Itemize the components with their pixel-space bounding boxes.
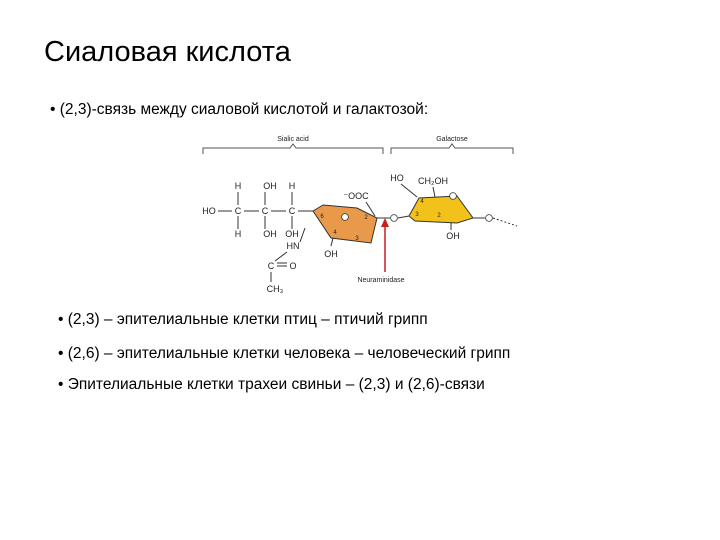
atom-h-top-2: H [288,181,296,191]
neuraminidase-label: Neuraminidase [357,277,405,284]
glycosidic-oxygen [391,215,398,222]
atom-ch3: CH₃ [266,284,284,294]
atom-h-bottom: H [234,229,242,239]
sialic-acid-ring [313,205,377,243]
slide-title: Сиаловая кислота [44,36,291,68]
atom-oh-mid: OH [263,229,277,239]
galactose-number-3: 3 [415,212,419,218]
atom-ho-galactose: HO [390,173,404,183]
galactose-bracket [391,144,513,154]
atom-oh-top: OH [263,181,277,191]
atom-c-3: C [288,206,296,216]
sialic-galactose-diagram [195,130,525,300]
terminal-oxygen [486,215,493,222]
sialic-acid-label: Sialic acid [277,136,309,143]
atom-c-amide: C [267,261,275,271]
sialic-bracket [203,144,383,154]
atom-c-2: C [261,206,269,216]
ring-oxygen-sialic [342,214,349,221]
atom-oh-galactose: OH [446,231,460,241]
carbon-number-4: 4 [333,230,337,236]
chain-continuation [493,218,517,226]
atom-hn: HN [286,241,300,251]
galactose-number-4: 4 [420,199,424,205]
atom-h-top-1: H [234,181,242,191]
bullet-avian: • (2,3) – эпителиальные клетки птиц – птичий грипп [58,311,428,328]
bullet-swine: • Эпителиальные клетки трахеи свиньи – (2,3) и (2,6)-связи [58,376,485,393]
carboxylate-label: ⁻OOC [343,191,369,201]
galactose-number-2: 2 [437,213,441,219]
atom-ch2oh: CH₂OH [418,176,448,186]
carbon-number-3: 3 [355,236,359,242]
atom-c-1: C [234,206,242,216]
atom-oh-right: OH [285,229,299,239]
galactose-ring [409,196,473,223]
intro-bullet: • (2,3)-связь между сиаловой кислотой и галактозой: [50,101,429,118]
carbon-number-2: 2 [364,215,368,221]
atom-ho-left: HO [202,206,216,216]
galactose-label: Galactose [436,136,468,143]
ring-oxygen-galactose [450,193,457,200]
carbon-number-6: 6 [320,214,324,220]
bullet-human: • (2,6) – эпителиальные клетки человека – человеческий грипп [58,345,511,362]
atom-oh-ring: OH [324,249,338,259]
atom-o-amide: O [289,261,297,271]
